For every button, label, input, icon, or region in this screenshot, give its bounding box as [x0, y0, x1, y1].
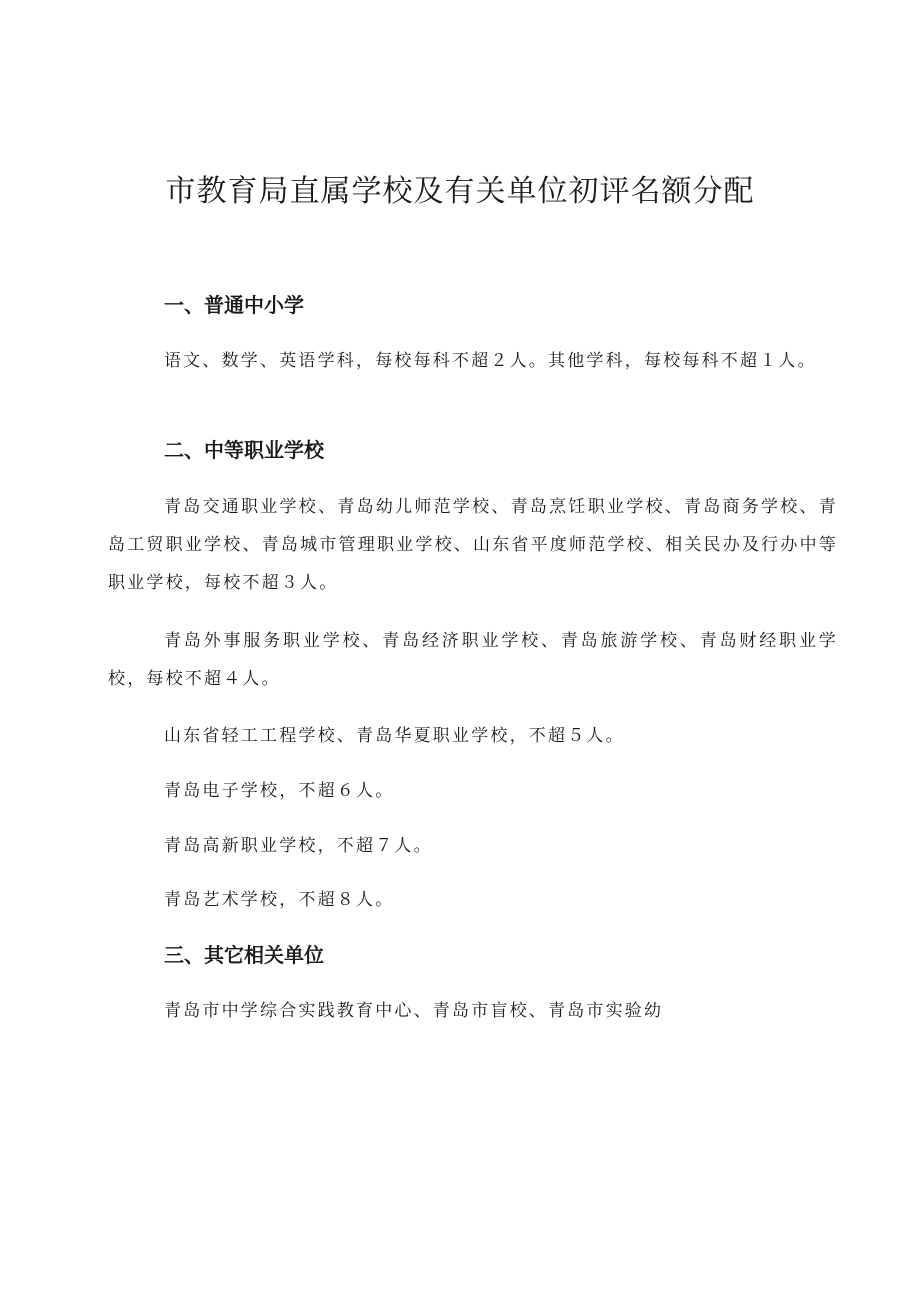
section-heading-vocational-schools: 二、中等职业学校 [164, 438, 324, 462]
paragraph-other-units: 青岛市中学综合实践教育中心、青岛市盲校、青岛市实验幼 [164, 1001, 664, 1021]
paragraph-vocational-quota-4: 青岛外事服务职业学校、青岛经济职业学校、青岛旅游学校、青岛财经职业学校，每校不超４人。 [108, 631, 838, 689]
paragraph-vocational-quota-5: 山东省轻工工程学校、青岛华夏职业学校，不超５人。 [164, 726, 625, 746]
paragraph-vocational-quota-7: 青岛高新职业学校，不超７人。 [164, 836, 433, 856]
section-heading-general-schools: 一、普通中小学 [164, 293, 304, 317]
paragraph-vocational-quota-6: 青岛电子学校，不超６人。 [164, 781, 395, 801]
paragraph-general-schools-quota: 语文、数学、英语学科，每校每科不超２人。其他学科，每校每科不超１人。 [164, 351, 817, 371]
document-title: 市教育局直属学校及有关单位初评名额分配 [165, 174, 755, 209]
paragraph-vocational-quota-3: 青岛交通职业学校、青岛幼儿师范学校、青岛烹饪职业学校、青岛商务学校、青岛工贸职业学校、青岛城市管理职业学校、山东省平度师范学校、相关民办及行办中等职业学校，每校不超３人。 [108, 497, 838, 593]
paragraph-vocational-quota-8: 青岛艺术学校，不超８人。 [164, 890, 395, 910]
section-heading-other-units: 三、其它相关单位 [164, 943, 324, 967]
